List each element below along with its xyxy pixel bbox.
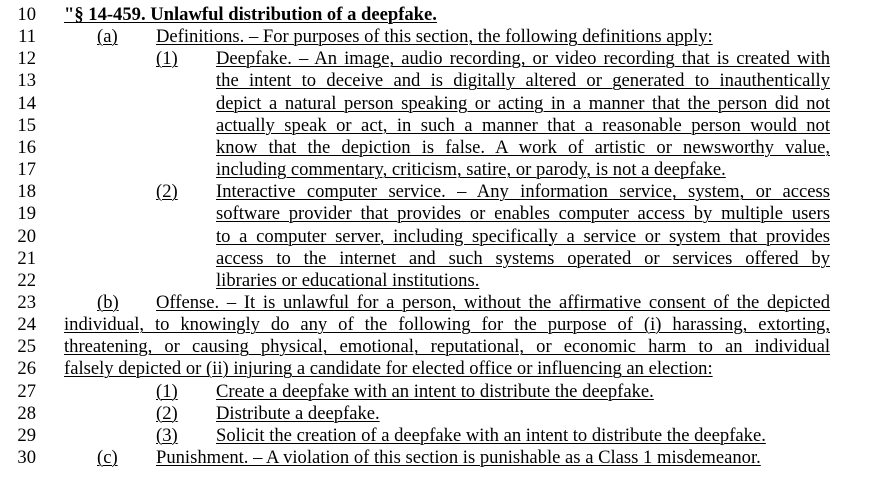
subsection-label: (b) [97, 291, 119, 313]
line-number: 22 [17, 269, 36, 291]
line-number: 28 [17, 402, 36, 424]
document-line [0, 270, 880, 293]
subsection-label: (2) [156, 181, 178, 203]
statute-text: Distribute a deepfake. [216, 402, 380, 424]
statute-text: Punishment. – A violation of this section is punishable as a Class 1 misdemeanor. [156, 447, 761, 468]
subsection-label: (1) [156, 380, 178, 402]
statute-text: individual, to knowingly do any of the following for the purpose of (i) harassing, extorting, [64, 314, 830, 336]
line-number: 23 [17, 291, 36, 313]
statute-text: threatening, or causing physical, emotional, reputational, or economic harm to an individual [64, 336, 830, 358]
document-line [0, 26, 880, 49]
statute-text: falsely depicted or (ii) injuring a candidate for elected office or influencing an election: [64, 358, 713, 380]
document-line [0, 181, 880, 204]
line-number: 17 [17, 159, 36, 181]
document-line [0, 159, 880, 182]
statute-text: software provider that provides or enables computer access by multiple users [216, 203, 830, 225]
statute-text: libraries or educational institutions. [216, 269, 480, 291]
line-number: 25 [17, 336, 36, 358]
subsection-label: (3) [156, 424, 178, 446]
line-number: 30 [17, 447, 36, 468]
statute-text: Solicit the creation of a deepfake with an intent to distribute the deepfake. [216, 424, 766, 446]
document-line [0, 48, 880, 71]
document-line [0, 248, 880, 271]
subsection-label: (1) [156, 48, 178, 70]
document-line [0, 314, 880, 337]
line-number: 14 [17, 92, 36, 114]
statute-text: including commentary, criticism, satire, or parody, is not a deepfake. [216, 159, 726, 181]
line-number: 21 [17, 247, 36, 269]
line-number: 24 [17, 314, 36, 336]
statute-text: Create a deepfake with an intent to distribute the deepfake. [216, 380, 654, 402]
line-number: 13 [17, 70, 36, 92]
statute-text: depict a natural person speaking or acting in a manner that the person did not [216, 92, 830, 114]
document-line [0, 203, 880, 226]
subsection-label: (a) [97, 26, 118, 48]
document-line [0, 4, 880, 27]
document-line [0, 93, 880, 116]
subsection-label: (c) [97, 447, 118, 468]
document-line [0, 447, 880, 470]
line-number: 19 [17, 203, 36, 225]
document-line [0, 137, 880, 160]
line-number: 29 [17, 424, 36, 446]
line-number: 26 [17, 358, 36, 380]
statute-text: actually speak or act, in such a manner that a reasonable person would not [216, 114, 830, 136]
document-line [0, 358, 880, 381]
statute-text: to a computer server, including specifically a service or system that provides [216, 225, 830, 247]
statute-text: Definitions. – For purposes of this section, the following definitions apply: [156, 26, 713, 48]
line-number: 20 [17, 225, 36, 247]
line-number: 11 [18, 26, 36, 48]
document-line [0, 336, 880, 359]
document-line [0, 292, 880, 315]
section-heading: "§ 14-459. Unlawful distribution of a deepfake. [64, 4, 437, 25]
document-line [0, 403, 880, 426]
document-line [0, 226, 880, 249]
line-number: 10 [17, 4, 36, 25]
statute-text: access to the internet and such systems operated or services offered by [216, 247, 830, 269]
line-number: 16 [17, 136, 36, 158]
line-number: 12 [17, 48, 36, 70]
statute-text: Offense. – It is unlawful for a person, without the affirmative consent of the depicted [156, 291, 830, 313]
document-line [0, 70, 880, 93]
statute-text: Interactive computer service. – Any information service, system, or access [216, 181, 830, 203]
document-line [0, 425, 880, 448]
subsection-label: (2) [156, 402, 178, 424]
statute-text: know that the depiction is false. A work of artistic or newsworthy value, [216, 136, 830, 158]
line-number: 15 [17, 114, 36, 136]
statute-text: Deepfake. – An image, audio recording, or video recording that is created with [216, 48, 830, 70]
document-line [0, 115, 880, 138]
line-number: 27 [17, 380, 36, 402]
statute-text: the intent to deceive and is digitally altered or generated to inauthentically [216, 70, 830, 92]
line-number: 18 [17, 181, 36, 203]
document-line [0, 381, 880, 404]
